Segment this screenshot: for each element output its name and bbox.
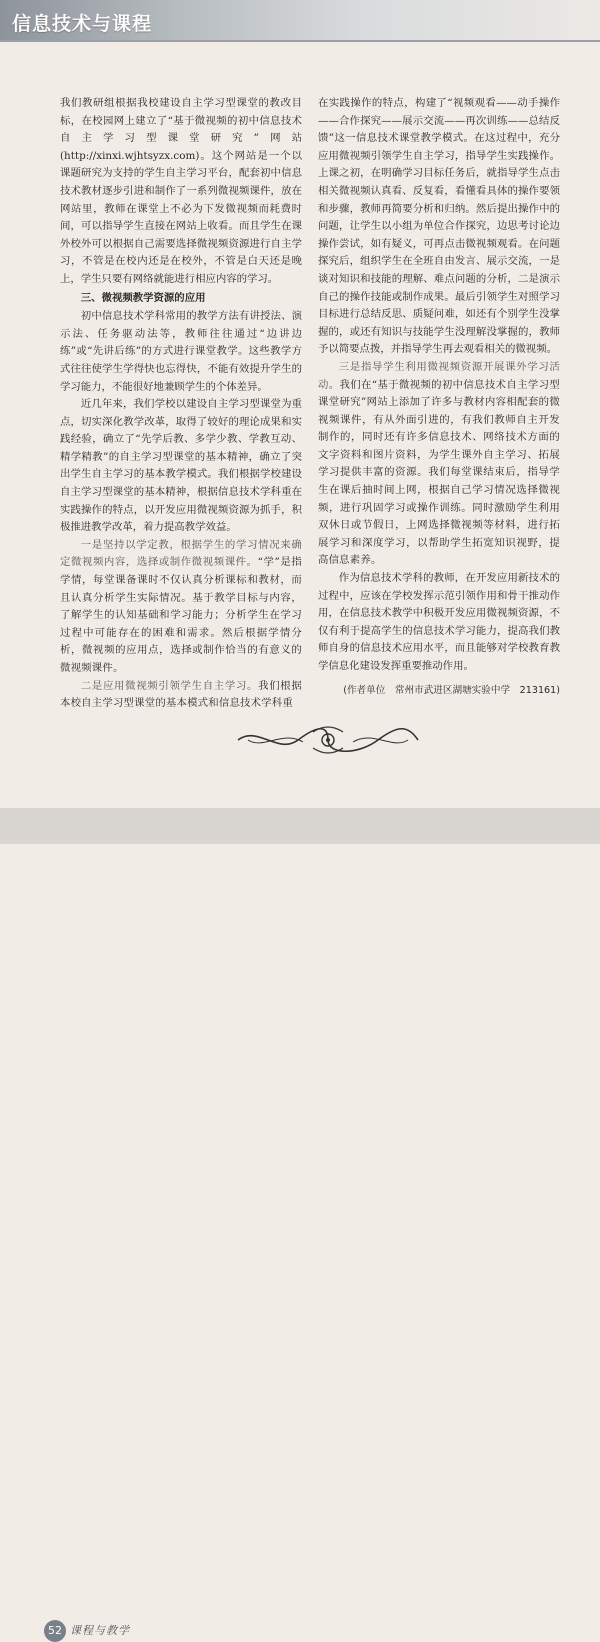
paragraph-point-one	[60, 537, 302, 678]
paragraph-point-three	[318, 359, 560, 570]
paragraph-reform: 近几年来，我们学校以建设自主学习型课堂为重点，切实深化教学改革，取得了较好的理论成果和实践经验，确立了“先学后教、多学少教、学教互动、精学精教”的自主学习型课堂的基本精神，确立了突出学生自主学习的基本教学模式。我们根据学校建设自主学习型课堂的基本精神，根据信息技术学科重在实践操作的特点，以开发应用微视频资源为抓手，积极推进教学改革，着力提高教学效益。	[60, 398, 302, 534]
journal-name: 课程与教学	[70, 1624, 130, 1637]
paragraph-website: 我们教研组根据我校建设自主学习型课堂的教改目标，在校园网上建立了“基于微视频的初中信息技术自主学习型课堂研究”网站(http://xinxi.wjhtsyzx.com)。这个网站是一个以课题研究为支持的学生自主学习平台，配套初中信息技术教材逐步引进和制作了一系列微视频课件，放在网站里，教师在课堂上不必为下发微视频而耗费时间，可以指导学生直接在网站上收看。而且学生在课外校外可以根据自己需要选择微视频资源进行自主学习，不管是在校内还是在校外，不管是白天还是晚上，学生只要有网络就能进行相应内容的学习。	[60, 97, 302, 285]
section-heading: 三、微视频教学资源的应用	[80, 291, 206, 304]
point-one-lead: 一是坚持以学定教，根据学生的学习情况来确定微视频内容，选择或制作微视频课件。	[60, 538, 302, 569]
point-two-text: 我们根据本校自主学习型课堂的基本模式和信息技术学科重	[60, 679, 302, 710]
point-three-lead: 三是指导学生利用微视频资源开展课外学习活动。	[318, 360, 560, 391]
left-column	[60, 95, 302, 713]
point-one-text: “学”是指学情，每堂课备课时不仅认真分析课标和教材，而且认真分析学生实际情况。基于教学目标与内容，了解学生的认知基础和学习能力；分析学生在学习过程中可能存在的困难和需求。然后根据学情分析，微视频的应用点，选择或制作恰当的有意义的微视频课件。	[60, 556, 302, 674]
page-header	[0, 0, 600, 42]
paragraph-conclusion: 作为信息技术学科的教师，在开发应用新技术的过程中，应该在学校发挥示范引领作用和骨干推动作用，在信息技术教学中积极开发应用微视频资源，不仅有利于提高学生的信息技术学习能力，提高我们教师自身的信息技术应用水平，而且能够对学校教育教学信息化建设发挥重要推动作用。	[318, 572, 560, 672]
point-two-lead: 二是应用微视频引领学生自主学习。	[80, 679, 259, 692]
page-number-badge: 52	[44, 1620, 66, 1642]
point-three-text: 我们在“基于微视频的初中信息技术自主学习型课堂研究”网站上添加了许多与教材内容相配套的微视频课件，有从外面引进的，有我们教师自主开发制作的，同时还有许多信息技术、网络技术方面的文字资料和图片资料，为学生课外自主学习、拓展学习提供丰富的资源。我们每堂课结束后，指导学生在课后抽时间上网，根据自己学习情况选择微视频，进行巩固学习或操作训练。同时激励学生利用双休日或节假日，上网选择微视频等材料，进行拓展学习和深度学习，以帮助学生拓宽知识视野，提高信息素养。	[318, 378, 560, 567]
author-affiliation: (作者单位 常州市武进区湖塘实验中学 213161)	[343, 684, 560, 696]
paragraph-point-two	[60, 678, 302, 713]
header-rule	[0, 40, 600, 42]
paragraph-methods: 初中信息技术学科常用的教学方法有讲授法、演示法、任务驱动法等，教师往往通过“边讲边练”或“先讲后练”的方式进行课堂教学。这些教学方式往往使学生学得快也忘得快，不能有效提升学生的学习能力，不能很好地兼顾学生的个体差异。	[60, 310, 302, 393]
decorative-ornament-icon	[228, 720, 428, 760]
section-title: 信息技术与课程	[12, 13, 153, 35]
right-column	[318, 95, 560, 699]
paragraph-model: 在实践操作的特点，构建了“视频观看——动手操作——合作探究——展示交流——再次训练——总结反馈”这一信息技术课堂教学模式。在这过程中，充分应用微视频引领学生自主学习，指导学生实践操作。上课之初，在明确学习目标任务后，就指导学生点击相关微视频认真看、反复看，看懂看具体的操作要领和步骤，教师再简要分析和归纳。然后提出操作中的问题，让学生以小组为单位合作探究，边思考讨论边操作尝试，如有疑义，可再点击微视频观看。在问题探究后，组织学生在全班自由发言、展示交流，一是谈对知识和技能的理解、难点问题的分析，二是演示自己的操作技能或制作成果。最后引领学生对照学习目标进行总结反思、质疑问难，如还有个别学生没掌握的，或还有知识与技能学生没理解没掌握的，教师予以简要点拨，并指导学生再去观看相关的微视频。	[318, 97, 560, 356]
